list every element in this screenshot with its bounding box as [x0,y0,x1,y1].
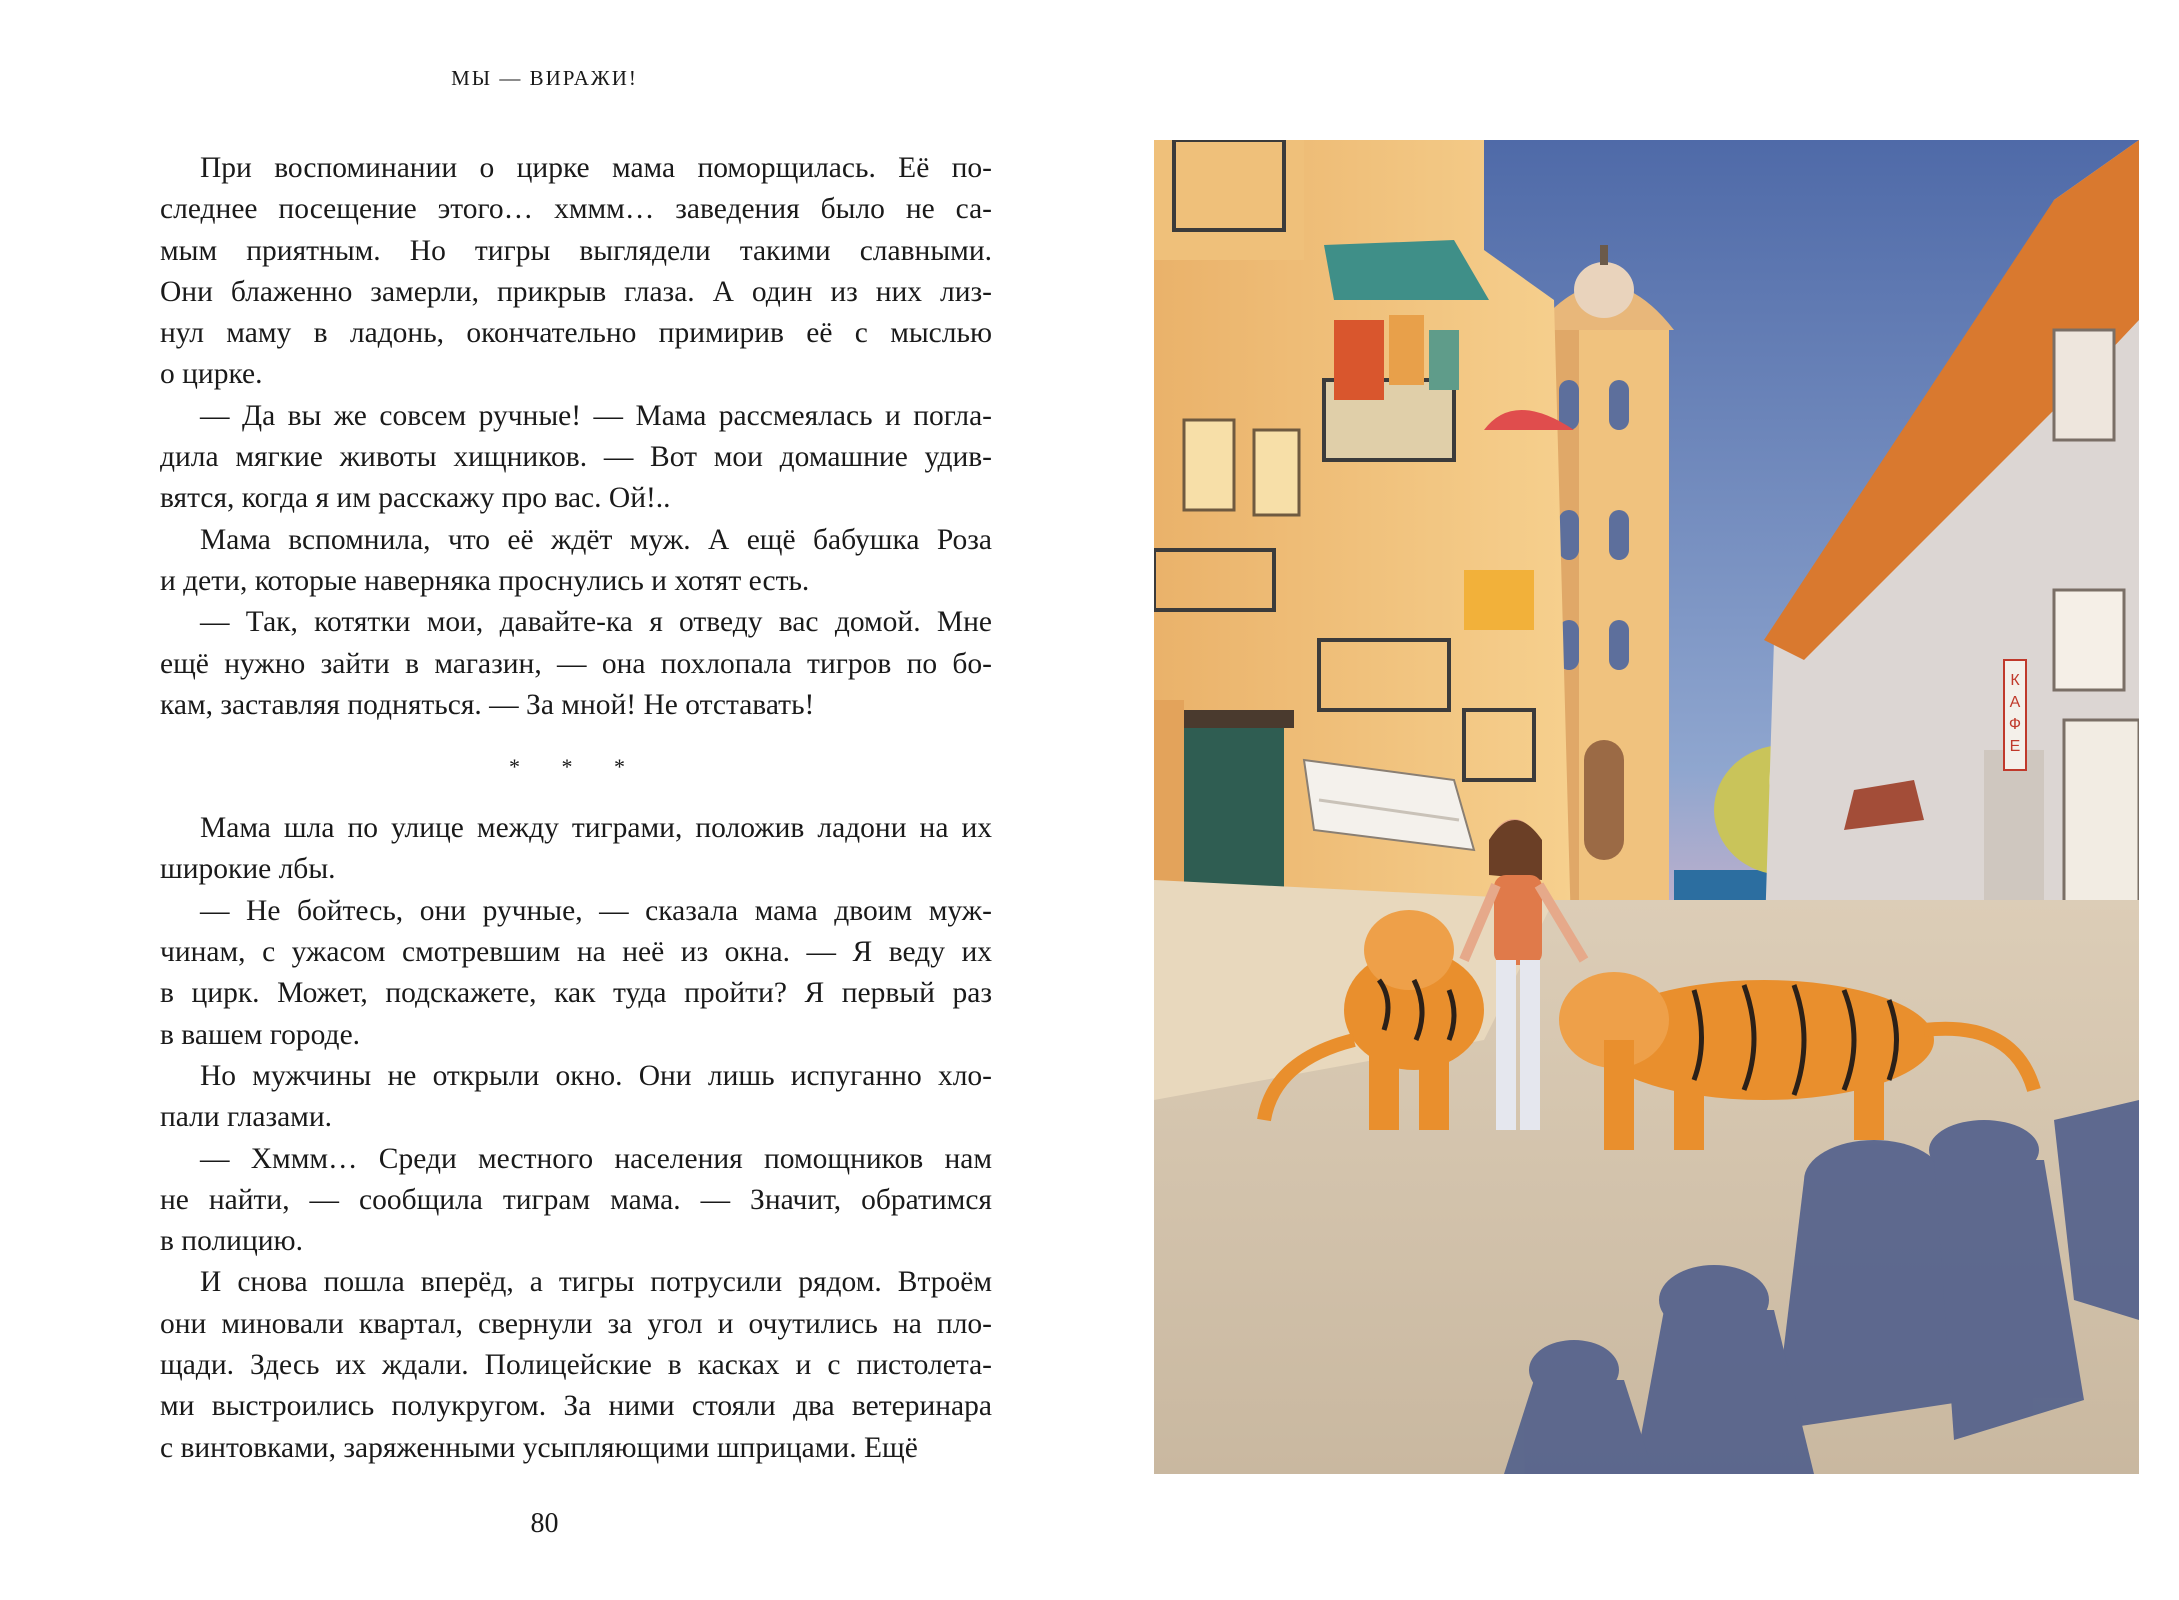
text-line: Мама шла по улице между тиграми, положив ладони на их [200,812,992,845]
text-line: кам, заставляя подняться. — За мной! Не отставать! [160,688,815,721]
text-line: мым приятным. Но тигры выглядели такими славными. [160,234,992,267]
text-line: ми выстроились полукругом. За ними стояли два ветеринара [160,1390,992,1423]
text-line: с винтовками, заряженными усыпляющими шприцами. Ещё [160,1431,918,1464]
cafe-sign: К [2010,672,2020,689]
text-line: следнее посещение этого… хммм… заведения было не са- [160,193,992,226]
text-line: ещё нужно зайти в магазин, — она похлопала тигров по бо- [160,647,992,680]
svg-text:Е: Е [2009,738,2021,755]
svg-text:Ф: Ф [2008,716,2022,733]
text-line: — Да вы же совсем ручные! — Мама рассмеялась и погла- [200,399,992,432]
section-separator: * * * [509,754,643,780]
text-line: пали глазами. [160,1101,333,1134]
svg-text:А: А [2009,694,2021,711]
text-line: они миновали квартал, свернули за угол и очутились на пло- [160,1307,992,1340]
illustration-tigers-street [1154,140,2139,1474]
text-line: в цирк. Может, подскажете, как туда пройти? Я первый раз [160,977,992,1010]
body-text [160,148,992,1469]
left-page [0,0,1089,1600]
text-line: чинам, с ужасом смотревшим на неё из окна. — Я веду их [160,936,992,969]
running-head: МЫ — ВИРАЖИ! [451,66,638,90]
text-line: в вашем городе. [160,1018,361,1051]
text-line: — Хммм… Среди местного населения помощников нам [200,1142,992,1175]
text-line: — Не бойтесь, они ручные, — сказала мама двоим муж- [200,894,992,927]
text-line: щади. Здесь их ждали. Полицейские в касках и с пистолета- [160,1349,992,1382]
text-line: Но мужчины не открыли окно. Они лишь испуганно хло- [200,1059,992,1092]
page-number: 80 [530,1508,559,1539]
text-line: о цирке. [160,358,263,391]
text-line: широкие лбы. [160,853,336,886]
text-line: Они блаженно замерли, прикрыв глаза. А один из них лиз- [160,275,992,308]
text-line: в полицию. [160,1225,303,1258]
illustration-svg [1154,140,2139,1474]
text-line: нул маму в ладонь, окончательно примирив её с мыслью [160,317,992,350]
text-line: — Так, котятки мои, давайте-ка я отведу вас домой. Мне [200,606,992,639]
text-line: При воспоминании о цирке мама поморщилась. Её по- [200,152,992,184]
text-line: не найти, — сообщила тиграм мама. — Значит, обратимся [160,1183,992,1216]
text-line: вятся, когда я им расскажу про вас. Ой!.. [160,482,671,515]
text-line: дила мягкие животы хищников. — Вот мои домашние удив- [160,441,992,474]
text-line: И снова пошла вперёд, а тигры потрусили рядом. Втроём [200,1266,992,1299]
text-line: Мама вспомнила, что её ждёт муж. А ещё бабушка Роза [200,523,992,556]
text-line: и дети, которые наверняка проснулись и хотят есть. [160,564,810,597]
